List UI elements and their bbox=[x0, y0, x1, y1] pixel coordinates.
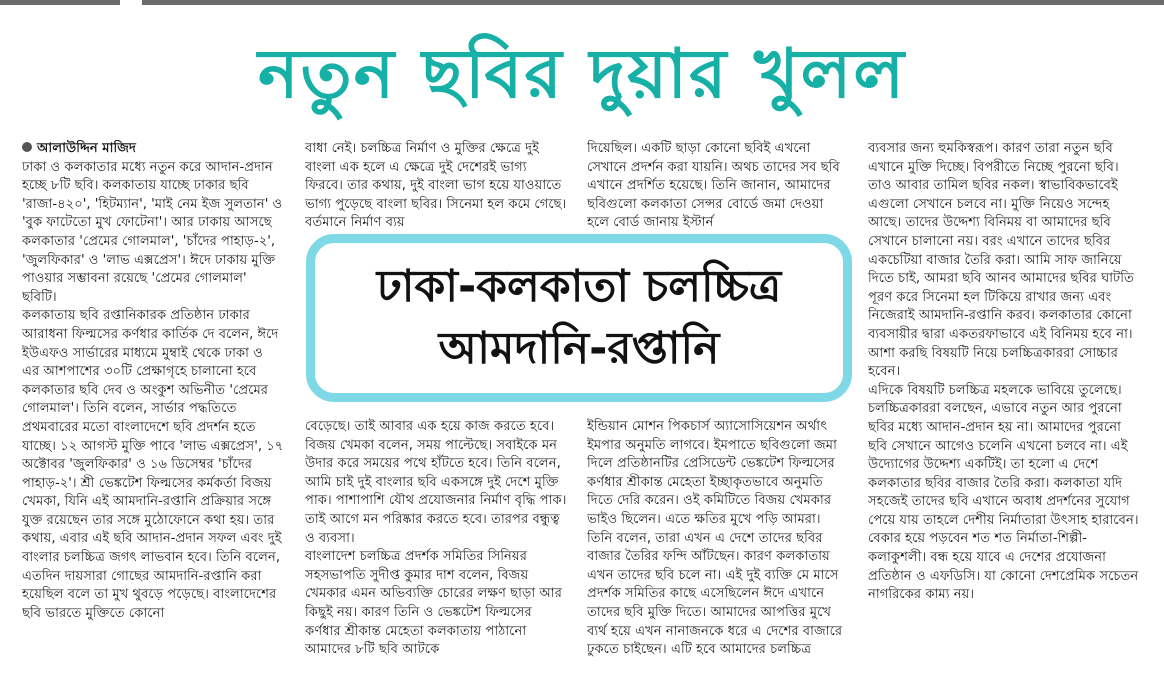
paragraph: ঢাকা ও কলকাতার মধ্যে নতুন করে আদান-প্রদান হচ্ছে ৮টি ছবি। কলকাতায় যাচ্ছে ঢাকার ছবি 'রাজা-৪২০', 'হিটম্যান', 'মাই নেম ইজ সুলতান' ও 'বুক ফাটেতো মুখ ফোটেনা'। আর ঢাকায় আসছে কলকাতার 'প্রেমের গোলমাল', 'চাঁদের পাহাড়-২', 'জুলফিকার' ও 'লাভ এক্সপ্রেস'। ঈদে ঢাকায় মুক্তি পাওয়ার সম্ভাবনা রয়েছে 'প্রেমের গোলমাল' ছবিটি। bbox=[22, 159, 283, 305]
column-2-top bbox=[305, 140, 567, 232]
author-name: আলাউদ্দিন মাজিদ bbox=[37, 141, 136, 156]
paragraph: দিয়েছিল। একটি ছাড়া কোনো ছবিই এখনো সেখানে প্রদর্শন করা যায়নি। অথচ তাদের সব ছবি এখানে প্রদর্শিত হয়েছে। তিনি জানান, আমাদের ছবিগুলো কলকাতা সেন্সর বোর্ডে জমা দেওয়া হলে বোর্ড জানায় ইস্টার্ন bbox=[587, 141, 840, 231]
top-rule bbox=[0, 0, 1164, 6]
paragraph: ব্যবসার জন্য হুমকিস্বরূপ। কারণ তারা নতুন ছবি এখানে মুক্তি দিচ্ছে। বিপরীতে নিচ্ছে পুরনো ছবি। তাও আবার তামিল ছবির নকল। স্বাভাবিকভাবেই এগুলো সেখানে চলবে না। মুক্তি নিয়েও সন্দেহ আছে। তাদের উদ্দেশ্য বিনিময় বা আমাদের ছবি সেখানে চালানো নয়। বরং এখানে তাদের ছবির একচেটিয়া বাজার তৈরি করা। আমি সাফ জানিয়ে দিতে চাই, আমরা ছবি আনব আমাদের ছবির ঘাটতি পূরণ করে সিনেমা হল টিকিয়ে রাখার জন্য এবং নিজেরাই আমদানি-রপ্তানি করব। কলকাতার কোনো ব্যবসায়ীর দ্বারা একতরফাভাবে এই বিনিময় হবে না। আশা করছি বিষয়টি নিয়ে চলচ্চিত্রকাররা সোচ্চার হবেন। bbox=[868, 141, 1134, 380]
paragraph: বাংলাদেশ চলচ্চিত্র প্রদর্শক সমিতির সিনিয়র সহসভাপতি সুদীপ্ত কুমার দাশ বলেন, বিজয় খেমকার এমন অভিব্যক্তি চোরের লক্ষণ ছাড়া আর কিছুই নয়। কারণ তিনি ও ভেঙ্কটেশ ফিল্মসের কর্ণধার শ্রীকান্ত মেহেতা কলকাতায় পাঠানো আমাদের ৮টি ছবি আটকে bbox=[305, 549, 563, 658]
pull-quote-box bbox=[306, 234, 852, 402]
column-2-bottom bbox=[305, 418, 567, 688]
pull-quote-line-2: আমদানি-রপ্তানি bbox=[438, 323, 720, 374]
byline bbox=[22, 140, 284, 159]
paragraph: বাধা নেই। চলচ্চিত্র নির্মাণ ও মুক্তির ক্ষেত্রে দুই বাংলা এক হলে এ ক্ষেত্রে দুই দেশেরই ভাগ্য ফিরবে। তার কথায়, দুই বাংলা ভাগ হয়ে যাওয়াতে ভাগ্য পুড়েছে বাংলা ছবির। সিনেমা হল কমে গেছে। বর্তমানে নির্মাণ ব্যয় bbox=[305, 141, 567, 231]
column-3-top bbox=[587, 140, 849, 232]
paragraph: ইন্ডিয়ান মোশন পিকচার্স অ্যাসোসিয়েশন অর্থাৎ ইমপার অনুমতি লাগবে। ইমপাতে ছবিগুলো জমা দিলে প্রতিষ্ঠানটির প্রেসিডেন্ট ভেঙ্কটেশ ফিল্মসের কর্ণধার শ্রীকান্ত মেহেতা ইচ্ছাকৃতভাবে অনুমতি দিতে দেরি করেন। ওই কমিটিতে বিজয় খেমকার ভাইও ছিলেন। এতে ক্ষতির মুখে পড়ি আমরা। তিনি বলেন, তারা এখন এ দেশে তাদের ছবির বাজার তৈরির ফন্দি আঁটছেন। কারণ কলকাতায় এখন তাদের ছবি চলে না। এই দুই ব্যক্তি মে মাসে প্রদর্শক সমিতির কাছে এসেছিলেন ঈদে এখানে তাদের ছবি মুক্তি দিতে। আমাদের আপত্তির মুখে ব্যর্থ হয়ে এখন নানাজনকে ধরে এ দেশের বাজারে ঢুকতে চাইছেন। এটি হবে আমাদের চলচ্চিত্র bbox=[587, 419, 843, 658]
column-1 bbox=[22, 140, 284, 688]
pull-quote-line-1: ঢাকা-কলকাতা চলচ্চিত্র bbox=[376, 261, 782, 312]
bullet-icon bbox=[22, 142, 32, 152]
top-rule-left bbox=[0, 0, 120, 5]
top-rule-right bbox=[142, 0, 1164, 5]
column-3-bottom bbox=[587, 418, 849, 688]
paragraph: বেড়েছে। তাই আবার এক হয়ে কাজ করতে হবে। বিজয় খেমকা বলেন, সময় পাল্টেছে। সবাইকে মন উদার করে সময়ের পথে হাঁটতে হবে। তিনি বলেন, আমি চাই দুই বাংলার ছবি একসঙ্গে দুই দেশে মুক্তি পাক। পাশাপাশি যৌথ প্রযোজনার নির্মাণ বৃদ্ধি পাক। তাই আগে মন পরিষ্কার করতে হবে। তারপর বন্ধুত্ব ও ব্যবসা। bbox=[305, 419, 567, 546]
paragraph: এদিকে বিষয়টি চলচ্চিত্র মহলকে ভাবিয়ে তুলেছে। চলচ্চিত্রকাররা বলছেন, এভাবে নতুন আর পুরনো ছবির মধ্যে আদান-প্রদান হয় না। আমাদের পুরনো ছবি সেখানে আগেও চলেনি এখনো চলবে না। এই উদ্যোগের উদ্দেশ্য একটিই। তা হলো এ দেশে কলকাতার ছবির বাজার তৈরি করা। কলকাতা যদি সহজেই তাদের ছবি এখানে অবাধ প্রদর্শনের সুযোগ পেয়ে যায় তাহলে দেশীয় নির্মাতারা উৎসাহ হারাবেন। বেকার হয়ে পড়বেন শত শত নির্মাতা-শিল্পী-কলাকুশলী। বন্ধ হয়ে যাবে এ দেশের প্রযোজনা প্রতিষ্ঠান ও এফডিসি। যা কোনো দেশপ্রেমিক সচেতন নাগরিকের কাম্য নয়। bbox=[868, 382, 1139, 603]
headline: নতুন ছবির দুয়ার খুলল bbox=[257, 35, 907, 114]
paragraph: কলকাতায় ছবি রপ্তানিকারক প্রতিষ্ঠান ঢাকার আরাধনা ফিল্মসের কর্ণধার কার্তিক দে বলেন, ঈদে ইউএফও সার্ভারের মাধ্যমে মুম্বাই থেকে ঢাকা ও এর আশপাশের ৩০টি প্রেক্ষাগৃহে চালানো হবে কলকাতার ছবি দেব ও অংকুশ অভিনীত 'প্রেমের গোলমাল'। তিনি বলেন, সার্ভার পদ্ধতিতে প্রথমবারের মতো বাংলাদেশে ছবি প্রদর্শন হতে যাচ্ছে। ১২ আগস্ট মুক্তি পাবে 'লাভ এক্সপ্রেস', ১৭ অক্টোবর 'জুলফিকার' ও ১৬ ডিসেম্বর 'চাঁদের পাহাড়-২'। শ্রী ভেঙ্কটেশ ফিল্মসের কর্মকর্তা বিজয় খেমকা, যিনি এই আমদানি-রপ্তানি প্রক্রিয়ার সঙ্গে যুক্ত রয়েছেন তার সঙ্গে মুঠোফোনে কথা হয়। তার কথায়, এবার এই ছবি আদান-প্রদান সফল এবং দুই বাংলার চলচ্চিত্র জগৎ লাভবান হবে। তিনি বলেন, এতদিন দায়সারা গোছের আমদানি-রপ্তানি করা হয়েছিল বলে তা মুখ থুবড়ে পড়েছে। বাংলাদেশের ছবি ভারতে মুক্তিতে কোনো bbox=[22, 308, 284, 621]
column-4 bbox=[868, 140, 1144, 688]
